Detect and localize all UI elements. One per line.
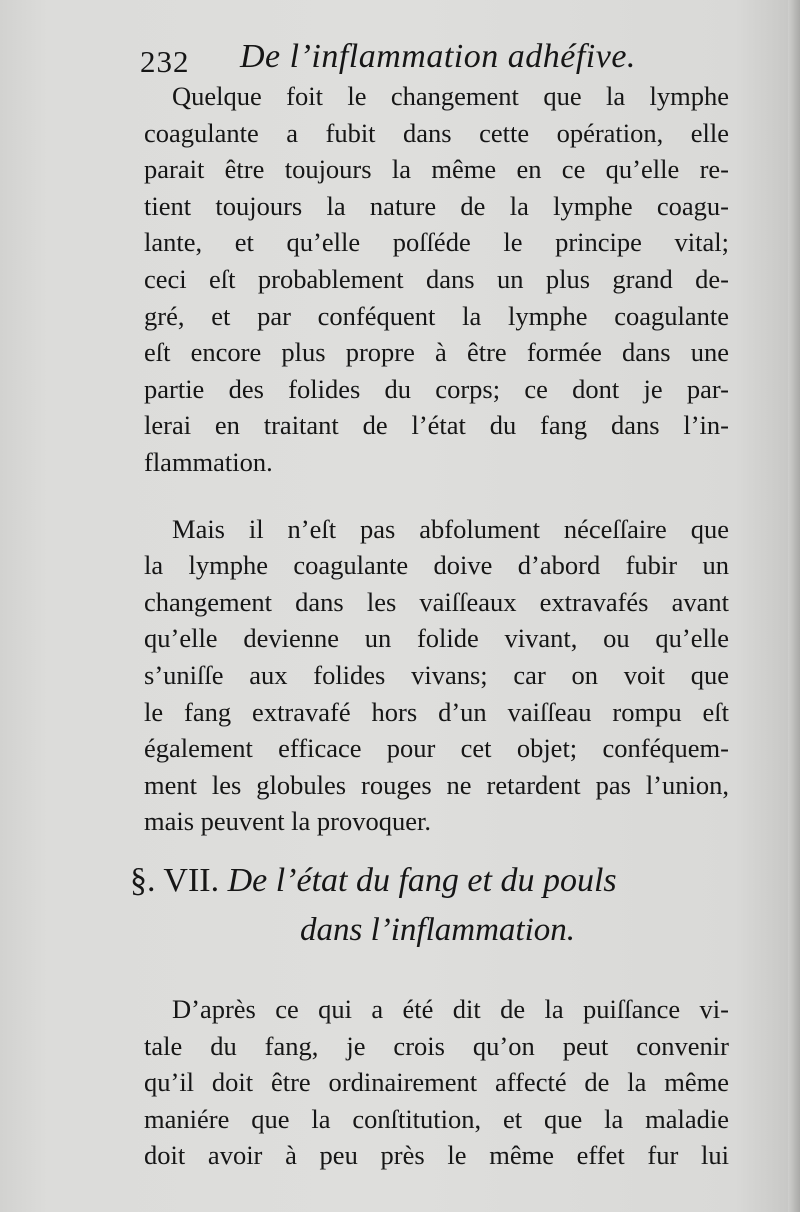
text-line: lerai en traitant de l’état du fang dans l’in- [144,410,729,441]
section-title: De l’état du fang et du pouls [227,862,617,899]
body-text-bottom [144,991,729,1174]
text-line: la lymphe coagulante doive d’abord fubir un [144,550,729,581]
text-line: eſt encore plus propre à être formée dans une [144,337,729,368]
section-heading [130,862,750,962]
text-line: flammation. [144,446,273,477]
text-line: partie des folides du corps; ce dont je par- [144,373,729,404]
text-line: ment les globules rouges ne retardent pas l’union, [144,769,729,800]
paragraph-2 [144,511,729,840]
page-number: 232 [140,44,190,79]
text-line: mais peuvent la provoquer. [144,806,432,837]
text-line: Quelque foit le changement que la lymphe [172,81,729,111]
section-heading-line-1 [130,862,617,900]
section-heading-line-2: dans l’inflammation. [300,912,576,948]
text-line: s’uniſſe aux folides vivans; car on voit que [144,659,729,690]
text-line: doit avoir à peu près le même effet fur lui [144,1140,729,1171]
text-line: qu’elle devienne un folide vivant, ou qu’elle [144,623,729,654]
paragraph-3 [144,991,729,1174]
text-line: le fang extravafé hors d’un vaiſſeau rompu eſt [144,696,729,727]
text-line: gré, et par conféquent la lymphe coagulante [144,300,729,331]
text-line: lante, et qu’elle poſſéde le principe vital; [144,227,729,258]
body-text-top [144,78,729,840]
paragraph-1 [144,78,729,481]
text-line: tale du fang, je crois qu’on peut convenir [144,1030,729,1061]
text-line: parait être toujours la même en ce qu’elle re- [144,154,729,185]
text-line: D’après ce qui a été dit de la puiſſance vi- [172,994,729,1024]
text-line: également efficace pour cet objet; conféquem- [144,733,729,764]
text-line: maniére que la conſtitution, et que la maladie [144,1103,729,1134]
text-line: tient toujours la nature de la lymphe coagu- [144,190,729,221]
paragraph-gap [144,481,729,511]
page-edge-shadow [788,0,800,1212]
text-line: coagulante a fubit dans cette opération, elle [144,117,729,148]
text-line: Mais il n’eſt pas abfolument néceſſaire que [172,513,729,544]
running-head: De l’inflammation adhéfive. [240,38,636,75]
text-line: changement dans les vaiſſeaux extravafés avant [144,586,729,617]
text-line: ceci eſt probablement dans un plus grand de- [144,263,729,294]
text-line: qu’il doit être ordinairement affecté de la même [144,1067,729,1098]
section-number: §. VII. [130,862,220,899]
